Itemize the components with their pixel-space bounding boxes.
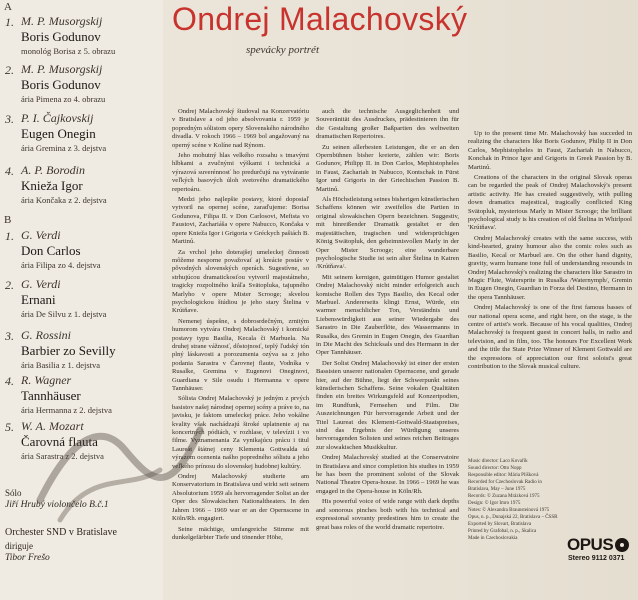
- track-composer: A. P. Borodin: [21, 163, 86, 177]
- text-column-slovak: [172, 108, 309, 598]
- publisher-line: Printed by Grafobal, n. p., Skalica: [468, 529, 537, 534]
- paragraph: Ondrej Malachovský studied at the Conservatoire in Bratislava and since completion his studies in 1959 he has been the prominent soloist of the Slovak National Theatre Opera-house. In 1966 – 1969 he was engaged in the Opera-house in Köln/Rh.: [316, 454, 459, 495]
- credit-line: Notes: © Alexandra Braunsteinová 1975: [468, 508, 550, 513]
- paragraph: Mit seinem kernigen, gutmütigen Humor gestaltet Ondrej Malachovský nicht minder erfolgreich auch komische Rollen des Typs Basilio, des Kecal oder Marbuel. Andererseits klingt Ernst, Würde, ein warmer menschlicher Ton, Verständnis und Liebenswürdigkeit aus seiner Wiedergabe des Sarastro in Die Zauberflöte, des Wassermanns in Rusalka, des Gremin in Eugen Onegin, des Guardian in Die Macht des Schicksals und des Hermann in der Oper Tannhäuser.: [316, 273, 459, 357]
- paragraph: Ondrej Malachovský is one of the first famous basses of our national opera scene, and right here, on the stage, is the centre of artist's work. Because of his vocal qualities, Ondrej Malachovský is frequent guest in concert halls, in radio and television, and in film, too. The honours For Excellent Work and the title the State Prize Winner of Klement Gottwald are the expressions of appreciation our first soloist's great contribution to the Slovak musical culture.: [468, 304, 632, 370]
- track-aria: ária Basilia z 1. dejstva: [21, 360, 101, 370]
- track-number: 2.: [5, 63, 14, 77]
- side-b-label: B: [4, 214, 12, 226]
- paragraph: Creations of the characters in the original Slovak operas can be regarded the peak of Ondrej Malachovský's present artistic activity. He has created suggestively, with pulling down dramatics majestical, tragically conflicted King Svätopluk, mysterious Marly in Mister Scrooge; the brilliant psychological study is his creation of old Štelina in Whirlpool 'Krútňava'.: [468, 174, 632, 232]
- paragraph: Ondrej Malachovský študoval na Konzervatóriu v Bratislave a od jeho absolvovania r. 1959 je popredným sólistom opery Slovenského národného divadla. V rokoch 1966 – 1969 bol angažovaný na operný scéne v Kolíne nad Rýnom.: [172, 108, 309, 149]
- opus-logo: [567, 535, 630, 555]
- track-work: Barbier zo Sevilly: [21, 343, 116, 358]
- paragraph: Seine mächtige, umfangreiche Stimme mit dunkelgefärbter Tiefe und tönender Höhe,: [172, 525, 309, 541]
- credit-line: Responsible editor: Mária Plíšková: [468, 473, 539, 478]
- orchestra-name: Orchester SND v Bratislave: [5, 527, 117, 538]
- page-title: Ondrej Malachovský: [172, 1, 468, 37]
- track-aria: monológ Borisa z 5. obrazu: [21, 46, 116, 56]
- text-column-english: [468, 130, 632, 450]
- track-number: 3.: [5, 112, 14, 126]
- credit-line: Design: © Igor Imro 1975: [468, 501, 521, 506]
- publisher-line: Exported by Slovart, Bratislava: [468, 522, 532, 527]
- credit-line: Recorded for Czechoslovak Radio in: [468, 480, 542, 485]
- paragraph: Als Höchstleistung seines bisherigen künstlerischen Schaffens können wir zweifellos die Partien in original slowakischen Opern bezeichnen. Suggestiv, mit hinreißender Dramatik gestaltet er den majestätischen, tragischen und widersprüchigen König Swätopluk, den geheimnisvollen Marly in der Oper Mister Scrooge; eine wunderbare psychologische Studie ist sein alter Štelina in Katren /Krútňava/.: [316, 196, 459, 271]
- credit-line: Records: © Zuzana Mrázková 1975: [468, 494, 540, 499]
- track-aria: ária Sarastra z 2. dejstva: [21, 451, 104, 461]
- track-work: Boris Godunov: [21, 77, 101, 92]
- track-work: Knieža Igor: [21, 178, 83, 193]
- track-aria: ária Pimena zo 4. obrazu: [21, 94, 106, 104]
- text-column-german: [316, 108, 459, 598]
- track-number: 1.: [5, 15, 14, 29]
- credit-line: Music director: Laco Kovařík: [468, 459, 528, 464]
- publisher-info: [468, 514, 558, 542]
- track-number: 1.: [5, 229, 14, 243]
- track-aria: ária Filipa zo 4. dejstva: [21, 260, 101, 270]
- logo-text: OPUS: [567, 535, 614, 554]
- track-composer: M. P. Musorgskij: [21, 62, 103, 76]
- paragraph: Za vrchol jeho doterajšej umeleckej činnosti môžeme nesporne považovať aj kreácie postáv v pôvodných slovenských operách. Sugestívne, so strhujúcou dramatickosťou vytvoril majestátneho, tragicky rozpoltného kráľa Svätopluka, tajupného Marlyho v opere Mister Scrooge; skvelou psychologickou štúdiou je jeho stary Štelina v Krútňave.: [172, 248, 309, 315]
- page-subtitle: spevácky portrét: [246, 44, 319, 56]
- paragraph: Der Solist Ondrej Malachovský ist einer der ersten Bassisten unserer nationalen Opernscene, und gerade hier, auf der Bühne, liegt der Schwerpunkt seines künstlerischen Schaffens. Seine vokalen Qualitäten finden ein breites Wirkungsfeld auf Konzertpodien, im Rundfunk, Fernsehen und Film. Die Auszeichnungen Für hervorragende Arbeit und der Titel Laureat des Klement-Gottwald-Staatspreises, sind das Ergebnis der Würdigung unseres hervorragenden Solisten und seines reichen Beitrages zur slowakischen Musikkultur.: [316, 359, 459, 451]
- disc-icon: [614, 537, 630, 553]
- track-aria: ária Gremina z 3. dejstva: [21, 143, 107, 153]
- track-work: Čarovná flauta: [21, 434, 98, 449]
- conductor-name: Tibor Frešo: [5, 553, 50, 563]
- track-number: 4.: [5, 374, 14, 388]
- solo-performer: Jiří Hrubý violončelo B.č.1: [5, 500, 109, 510]
- tracklist-panel: [0, 0, 163, 600]
- track-composer: M. P. Musorgskij: [21, 14, 103, 28]
- paragraph: Zu seinen allerbesten Leistungen, die er an den Opernbühnen bisher kreierte, zählen wir: Boris Godunov, Philipp II. in Don Carlos, Mephistopheles in Faust, Zachariah in Nabucco, Kontschak in Fürst Igor und Grigoris in der Griechischen Passion B. Martinů.: [316, 143, 459, 193]
- track-composer: G. Verdi: [21, 228, 61, 242]
- solo-label: Sólo: [5, 488, 22, 498]
- track-composer: R. Wagner: [21, 373, 72, 387]
- publisher-line: Opus, n. p., Dunajská 22, Bratislava – ČSSR: [468, 515, 558, 520]
- catalog-number: Stereo 9112 0371: [568, 555, 625, 562]
- track-number: 5.: [5, 420, 14, 434]
- track-number: 4.: [5, 164, 14, 178]
- paragraph: Up to the present time Mr. Malachovský has succeded in realizing the characters like Boris Godunov, Philip II in Don Carlos, Mephistopheles in Faust, Zachariah in Nabucco, Konchak in Prince Igor and Grigoris in Greek Passion by B. Martinů.: [468, 130, 632, 171]
- paragraph: Medzi jeho najlepšie postavy, ktoré doposiaľ vytvoril na opernej scéne, zaraďujeme: Borisa Godunova, Filipa II. v Don Carlosovi, Mefista vo Faustovi, Zachariáša v opere Nabucco, Končaka v opere Knieža Igor i Grigoria v Gréckych pašiách B. Martinů.: [172, 196, 309, 246]
- track-aria: ária Hermanna z 2. dejstva: [21, 405, 112, 415]
- track-work: Ernani: [21, 292, 56, 307]
- paragraph: Nemenej úspešne, s dobrosrdečným, zrnitým humorom vytvára Ondrej Malachovský i komické postavy typu Basilia, Kecala či Marbuela. Na druhej strane vážnosť, dôstojnosť, teplý ľudský tón plný láskavosti a porozumenia ozýva sa z jeho podania Sarastra v Čarovnej flaute, Vodníka v Rusalke, Gremina v Eugenovi Oneginovi, Guardiana v Sile osudu i Hermanna v opere Tannhäuser.: [172, 317, 309, 392]
- publisher-line: Made in Czechoslovakia: [468, 536, 518, 541]
- track-composer: P. I. Čajkovskij: [21, 111, 94, 125]
- credit-line: Bratislava, May – June 1975: [468, 487, 526, 492]
- track-work: Eugen Onegin: [21, 126, 96, 141]
- dirigent-label: diriguje: [5, 541, 33, 551]
- paragraph: Ondrej Malachovský creates with the same success, with kind-hearted, grainy humour also the comic roles such as Basilio, Kecal or Marbuel are. On the other hand dignity, gravity, warm humane tone full of understanding resounds in Ondrej Malachovský's realizing the characters like Sarastro in Magic Flute, Watersprite in Rusalka /Waternymph/, Gremin in Eugen Onegin, Guardian in Forza del Destino, Hermann in the opera Tannhäuser.: [468, 234, 632, 301]
- track-number: 3.: [5, 329, 14, 343]
- track-work: Boris Godunov: [21, 29, 101, 44]
- track-work: Tannhäuser: [21, 388, 81, 403]
- track-composer: G. Rossini: [21, 328, 72, 342]
- track-aria: ária De Silvu z 1. dejstva: [21, 309, 107, 319]
- track-composer: G. Verdi: [21, 277, 61, 291]
- production-credits: [468, 458, 580, 514]
- track-number: 2.: [5, 278, 14, 292]
- track-composer: W. A. Mozart: [21, 419, 84, 433]
- paragraph: Sólista Ondrej Malachovský je jedným z prvých basistov našej národnej opernej scény a práve to, na javisku, je faktom umeleckej práce. Jeho vokálne kvality však nachádzajú široké uplatnenie aj na koncertných pódiách, v rozhlase, v televízii i vo filme. Vyznamenania Za vynikajúcu prácu i titul Laureát štátnej ceny Klementa Gottwalda sú výrazom ocenenia našho popredného sólistu a jeho veľkého prínosu do slovenskej hudobnej kultúry.: [172, 395, 309, 470]
- track-aria: ária Končaka z 2. dejstva: [21, 195, 107, 205]
- paragraph: auch die technische Ausgeglichenheit und Souveränität des Ausdruckes, prädestinieren ihn für die Gestaltung großer Baßpartien des weltweiten dramatischen Repertoires.: [316, 108, 459, 141]
- paragraph: Ondrej Malachovský studierte am Konservatorium in Bratislava und wirkt seit seinem Absolutorium 1959 als hervorragender Solist an der Oper des Slowakischen Nationaltheaters. In den Jahren 1966 – 1969 war er an der Opernscene in Köln/Rh. engagiert.: [172, 473, 309, 523]
- paragraph: Jeho mohutný hlas velkého rozsahu s tmavými hlbkami a zvučnými výškami i technická a výrazová suverénnosť ho predurčujú na vytváranie veľkých basových úloh svetového dramatického repertoáru.: [172, 152, 309, 193]
- credit-line: Sound director: Otto Nopp: [468, 466, 522, 471]
- paragraph: His powerful voice of wide range with dark depths and sonorous pinches both with his technical and expressional sovranty predestines him to create the great bass roles of the world dramatic repertoire.: [316, 498, 459, 531]
- track-work: Don Carlos: [21, 243, 81, 258]
- side-a-label: A: [4, 1, 12, 13]
